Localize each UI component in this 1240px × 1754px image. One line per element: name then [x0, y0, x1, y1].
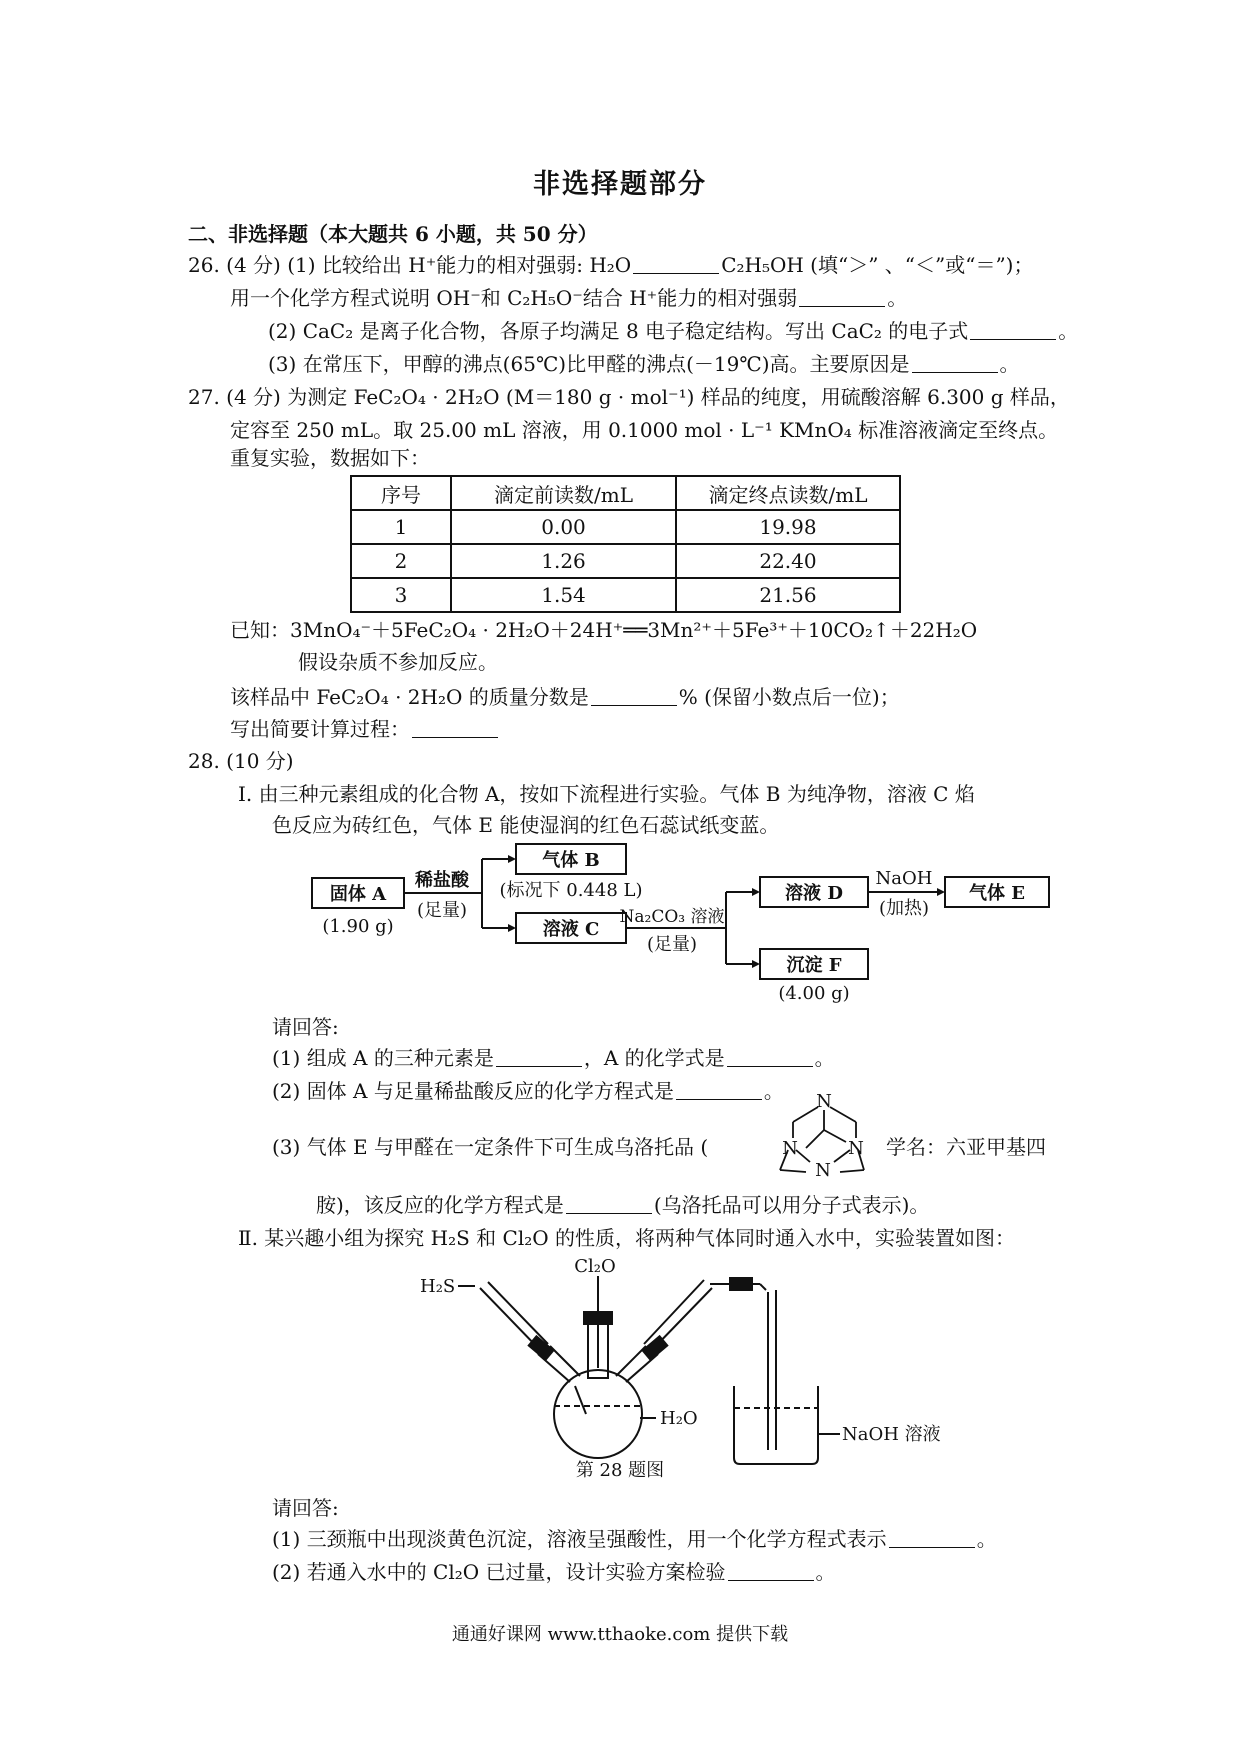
table-row	[351, 578, 900, 612]
solid-a-mass: (1.90 g)	[322, 916, 394, 937]
answer-blank[interactable]	[799, 286, 885, 307]
table-header: 滴定终点读数/mL	[676, 476, 900, 510]
q28-head: 28. (10 分)	[188, 749, 294, 773]
table-row	[351, 510, 900, 544]
q28-a3-line2	[316, 1190, 929, 1220]
nitrogen-atom: N	[815, 1160, 831, 1181]
answer-blank[interactable]	[566, 1193, 652, 1214]
q28-text: 。	[976, 1527, 997, 1551]
q28-a3-line1	[272, 1132, 708, 1162]
solution-c-label: 溶液 C	[542, 919, 600, 940]
q27-text: % (保留小数点后一位)；	[678, 685, 900, 709]
section-heading: 二、非选择题（本大题共 6 小题，共 50 分）	[188, 222, 598, 246]
answer-blank[interactable]	[727, 1046, 813, 1067]
table-cell: 21.56	[676, 578, 900, 612]
table-cell: 22.40	[676, 544, 900, 578]
reagent-hcl-note: (足量)	[416, 900, 468, 921]
gas-e-label: 气体 E	[969, 883, 1025, 904]
reagent-na2co3-note: (足量)	[646, 934, 698, 955]
q28-a3-line1b: 学名：六亚甲基四	[886, 1135, 1046, 1159]
q28-p2: 色反应为砖红色，气体 E 能使湿润的红色石蕊试纸变蓝。	[272, 813, 780, 837]
q26-text: (2) CaC₂ 是离子化合物，各原子均满足 8 电子稳定结构。写出 CaC₂ 的电子式	[268, 319, 969, 343]
answer-blank[interactable]	[728, 1560, 814, 1581]
answer-prompt: 请回答:	[272, 1015, 339, 1039]
table-header: 滴定前读数/mL	[451, 476, 676, 510]
q26-text: 。	[999, 352, 1020, 376]
table-cell: 1	[351, 510, 451, 544]
cl2o-label: Cl₂O	[574, 1256, 616, 1277]
q28-text: (3) 气体 E 与甲醛在一定条件下可生成乌洛托品 (	[272, 1135, 709, 1159]
q27-ask1	[230, 682, 900, 712]
table-cell: 0.00	[451, 510, 676, 544]
q28-text: 。	[763, 1079, 784, 1103]
precipitate-f-label: 沉淀 F	[786, 955, 842, 976]
q26-line4	[268, 349, 1020, 379]
q28-text: ，A 的化学式是	[583, 1046, 725, 1070]
q26-line1	[188, 250, 1034, 280]
solution-d-label: 溶液 D	[785, 883, 843, 904]
q26-text: 。	[887, 286, 908, 310]
table-cell: 19.98	[676, 510, 900, 544]
q26-text: 。	[1058, 319, 1079, 343]
q28-p3: Ⅱ. 某兴趣小组为探究 H₂S 和 Cl₂O 的性质，将两种气体同时通入水中，实验装置如图：	[238, 1226, 1016, 1250]
apparatus-figure	[420, 1256, 941, 1481]
reagent-hcl: 稀盐酸	[415, 870, 469, 891]
table-cell: 3	[351, 578, 451, 612]
answer-blank[interactable]	[676, 1079, 762, 1100]
answer-blank[interactable]	[633, 253, 719, 274]
nitrogen-atom: N	[782, 1138, 798, 1159]
q26-text: (3) 在常压下，甲醇的沸点(65℃)比甲醛的沸点(－19℃)高。主要原因是	[268, 352, 910, 376]
q27-line3: 重复实验，数据如下：	[230, 446, 430, 470]
q27-text: 写出简要计算过程：	[230, 717, 410, 741]
q28-b1	[272, 1524, 997, 1554]
table-cell: 1.26	[451, 544, 676, 578]
q27-known: 已知：3MnO₄⁻＋5FeC₂O₄ · 2H₂O＋24H⁺══3Mn²⁺＋5Fe³⁺＋10CO₂↑＋22H₂O	[230, 618, 978, 642]
table-header-row	[351, 476, 900, 510]
nitrogen-atom: N	[816, 1091, 832, 1112]
answer-blank[interactable]	[412, 717, 498, 738]
answer-blank[interactable]	[496, 1046, 582, 1067]
table-cell: 1.54	[451, 578, 676, 612]
nitrogen-atom: N	[848, 1138, 864, 1159]
q28-text: 。	[814, 1046, 835, 1070]
titration-table	[350, 475, 901, 613]
q26-text: 26. (4 分) (1) 比较给出 H⁺能力的相对强弱: H₂O	[188, 253, 632, 277]
q28-text: (1) 三颈瓶中出现淡黄色沉淀，溶液呈强酸性，用一个化学方程式表示	[272, 1527, 887, 1551]
figure-caption: 第 28 题图	[575, 1460, 665, 1481]
gas-b-label: 气体 B	[542, 850, 600, 871]
hexamine-structure	[768, 1092, 878, 1190]
solid-a-label: 固体 A	[329, 884, 387, 905]
page-title: 非选择题部分	[533, 169, 707, 200]
answer-blank[interactable]	[591, 685, 677, 706]
q28-p1: Ⅰ. 由三种元素组成的化合物 A，按如下流程进行实验。气体 B 为纯净物，溶液 C 焰	[238, 782, 975, 806]
naoh-solution-label: NaOH 溶液	[842, 1424, 941, 1445]
q28-a1	[272, 1043, 835, 1073]
table-header: 序号	[351, 476, 451, 510]
q27-text: 该样品中 FeC₂O₄ · 2H₂O 的质量分数是	[230, 685, 589, 709]
q26-line2	[230, 283, 907, 313]
reagent-naoh: NaOH	[875, 868, 933, 889]
h2s-label: H₂S	[420, 1276, 456, 1297]
q28-text: (1) 组成 A 的三种元素是	[272, 1046, 494, 1070]
answer-blank[interactable]	[970, 319, 1056, 340]
q28-text: 胺)，该反应的化学方程式是	[316, 1193, 564, 1217]
q27-assume: 假设杂质不参加反应。	[298, 650, 498, 674]
answer-prompt-2: 请回答:	[272, 1496, 339, 1520]
reagent-naoh-note: (加热)	[878, 898, 930, 919]
q28-text: (乌洛托品可以用分子式表示)。	[653, 1193, 930, 1217]
reagent-na2co3: Na₂CO₃ 溶液	[619, 907, 725, 927]
page-footer: 通通好课网 www.tthaoke.com 提供下载	[451, 1624, 789, 1645]
answer-blank[interactable]	[912, 352, 998, 373]
q26-line3	[268, 316, 1078, 346]
h2o-label: H₂O	[660, 1408, 698, 1429]
q27-line2: 定容至 250 mL。取 25.00 mL 溶液，用 0.1000 mol · L⁻¹ KMnO₄ 标准溶液滴定至终点。	[230, 418, 1059, 442]
q27-ask2	[230, 714, 500, 744]
gas-b-note: (标况下 0.448 L)	[499, 880, 643, 901]
q28-text: (2) 固体 A 与足量稀盐酸反应的化学方程式是	[272, 1079, 674, 1103]
q28-a2	[272, 1076, 784, 1106]
table-cell: 2	[351, 544, 451, 578]
q27-line1: 27. (4 分) 为测定 FeC₂O₄ · 2H₂O (M＝180 g · mol⁻¹) 样品的纯度，用硫酸溶解 6.300 g 样品，	[188, 385, 1070, 409]
q28-text: 。	[815, 1560, 836, 1584]
answer-blank[interactable]	[889, 1527, 975, 1548]
q28-b2	[272, 1557, 836, 1587]
q26-text: C₂H₅OH (填“＞” 、“＜”或“＝”)；	[721, 253, 1034, 277]
table-row	[351, 544, 900, 578]
flow-diagram	[300, 836, 1040, 1006]
q28-text: (2) 若通入水中的 Cl₂O 已过量，设计实验方案检验	[272, 1560, 726, 1584]
precipitate-f-mass: (4.00 g)	[778, 983, 850, 1004]
q26-text: 用一个化学方程式说明 OH⁻和 C₂H₅O⁻结合 H⁺能力的相对强弱	[230, 286, 798, 310]
